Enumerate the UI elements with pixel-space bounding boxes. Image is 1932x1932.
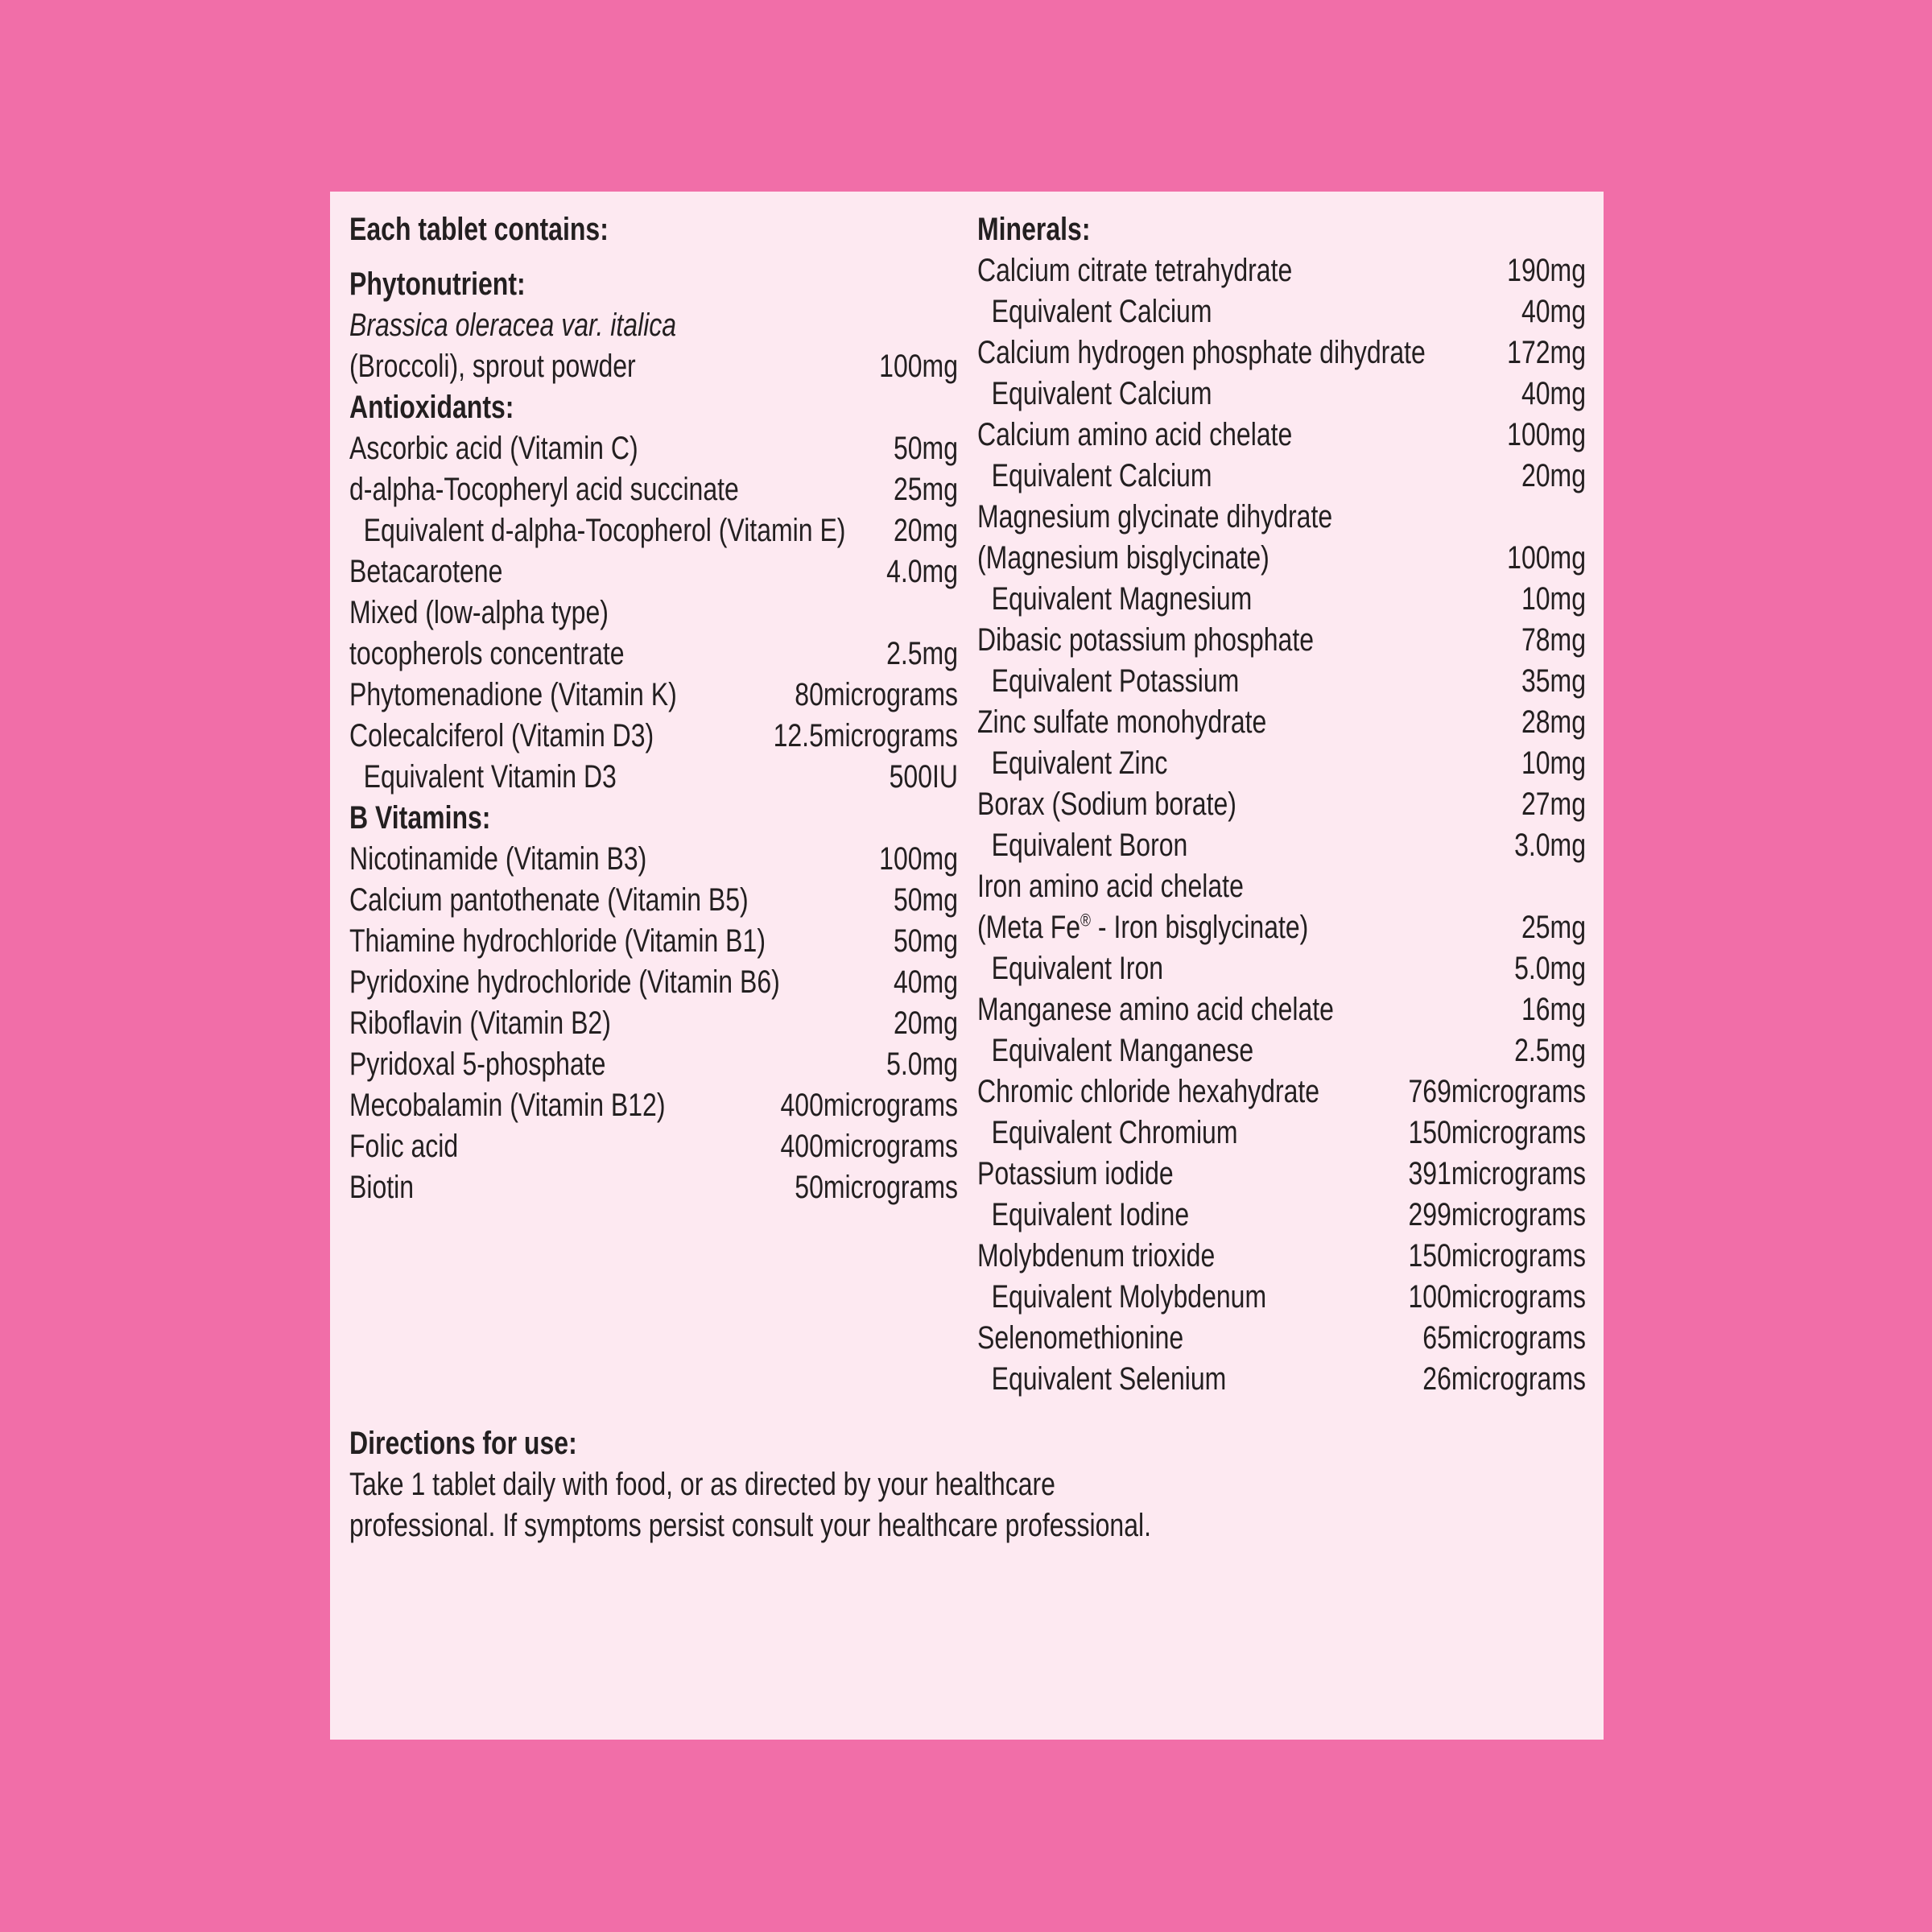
antioxidants-heading: Antioxidants: <box>349 390 514 425</box>
ingredient-row <box>349 839 958 880</box>
ingredient-row <box>349 716 958 757</box>
ingredient-amount: 78mg <box>1521 622 1586 658</box>
ingredient-name: Pyridoxine hydrochloride (Vitamin B6) <box>349 964 780 1000</box>
ingredient-row <box>977 1195 1586 1236</box>
directions-heading: Directions for use: <box>349 1426 577 1461</box>
ingredient-amount: 20mg <box>893 513 958 548</box>
ingredient-amount: 100mg <box>879 841 958 877</box>
ingredient-amount: 5.0mg <box>1514 951 1586 986</box>
ingredient-row <box>977 456 1586 497</box>
ingredient-amount: 50mg <box>893 923 958 959</box>
ingredient-name: Equivalent Magnesium <box>991 581 1253 617</box>
ingredient-name: Equivalent Iodine <box>991 1197 1190 1232</box>
ingredient-row <box>977 538 1586 579</box>
ingredient-name: Brassica oleracea var. italica <box>349 308 677 343</box>
ingredient-row <box>977 415 1586 456</box>
ingredient-amount: 40mg <box>1521 294 1586 329</box>
minerals-heading: Minerals: <box>977 212 1091 247</box>
ingredient-amount: 100mg <box>879 349 958 384</box>
ingredient-amount: 10mg <box>1521 745 1586 781</box>
ingredient-row <box>977 374 1586 415</box>
ingredient-name: Calcium amino acid chelate <box>977 417 1293 452</box>
ingredient-row <box>977 1277 1586 1318</box>
ingredient-amount: 26micrograms <box>1422 1361 1586 1397</box>
ingredient-name: d-alpha-Tocopheryl acid succinate <box>349 472 739 507</box>
ingredient-amount: 50mg <box>893 431 958 466</box>
ingredient-row <box>977 579 1586 620</box>
ingredient-name: Phytomenadione (Vitamin K) <box>349 677 677 712</box>
ingredient-row <box>349 1003 958 1044</box>
ingredient-amount: 50mg <box>893 882 958 918</box>
ingredient-row <box>977 1113 1586 1154</box>
ingredient-name: Equivalent Zinc <box>991 745 1168 781</box>
ingredient-row <box>349 757 958 798</box>
ingredient-amount: 27mg <box>1521 786 1586 822</box>
ingredient-amount: 500IU <box>889 759 958 795</box>
ingredient-name: Equivalent Potassium <box>991 663 1240 699</box>
ingredient-name: Borax (Sodium borate) <box>977 786 1236 822</box>
ingredient-row <box>977 702 1586 743</box>
ingredient-name-part: - Iron bisglycinate) <box>1091 910 1309 945</box>
phytonutrient-species <box>349 305 958 346</box>
ingredient-row <box>977 948 1586 989</box>
ingredient-row <box>977 620 1586 661</box>
ingredient-amount: 190mg <box>1507 253 1586 288</box>
b-vitamins-heading: B Vitamins: <box>349 800 491 836</box>
ingredient-name: Mixed (low-alpha type) <box>349 595 609 630</box>
ingredient-name: Zinc sulfate monohydrate <box>977 704 1267 740</box>
ingredient-amount: 769micrograms <box>1408 1074 1586 1109</box>
ingredient-name: Equivalent Calcium <box>991 294 1212 329</box>
contents-title: Each tablet contains: <box>349 212 609 247</box>
ingredient-name: Equivalent d-alpha-Tocopherol (Vitamin E) <box>363 513 846 548</box>
ingredient-amount: 5.0mg <box>886 1046 958 1082</box>
ingredient-amount: 35mg <box>1521 663 1586 699</box>
ingredient-amount: 10mg <box>1521 581 1586 617</box>
ingredient-name: Biotin <box>349 1170 415 1205</box>
ingredient-row <box>977 907 1586 948</box>
b-vitamins-list <box>349 839 958 1208</box>
ingredient-amount: 100micrograms <box>1408 1279 1586 1315</box>
ingredient-amount: 150micrograms <box>1408 1115 1586 1150</box>
ingredient-amount: 40mg <box>1521 376 1586 411</box>
ingredient-row <box>977 743 1586 784</box>
ingredient-amount: 391micrograms <box>1408 1156 1586 1191</box>
ingredient-row <box>977 1154 1586 1195</box>
ingredient-row <box>977 784 1586 825</box>
ingredient-amount: 12.5micrograms <box>773 718 958 753</box>
ingredient-amount: 40mg <box>893 964 958 1000</box>
ingredient-name: Equivalent Vitamin D3 <box>363 759 617 795</box>
ingredient-row <box>349 921 958 962</box>
ingredient-name: Ascorbic acid (Vitamin C) <box>349 431 638 466</box>
ingredient-row <box>349 634 958 675</box>
ingredient-name <box>977 907 1308 948</box>
antioxidants-list <box>349 428 958 798</box>
ingredients-panel <box>330 192 1604 1740</box>
ingredient-name: Folic acid <box>349 1129 459 1164</box>
ingredient-name: Calcium citrate tetrahydrate <box>977 253 1293 288</box>
directions-text-line: Take 1 tablet daily with food, or as directed by your healthcare <box>349 1467 1055 1502</box>
ingredient-amount: 20mg <box>893 1005 958 1041</box>
ingredient-amount: 28mg <box>1521 704 1586 740</box>
ingredient-amount: 16mg <box>1521 992 1586 1027</box>
ingredient-row <box>977 291 1586 332</box>
ingredient-row <box>977 332 1586 374</box>
phytonutrient-heading: Phytonutrient: <box>349 266 526 302</box>
ingredient-row <box>349 510 958 551</box>
ingredient-row <box>977 1359 1586 1400</box>
ingredient-name: Betacarotene <box>349 554 503 589</box>
ingredient-name: Calcium pantothenate (Vitamin B5) <box>349 882 749 918</box>
ingredient-amount: 150micrograms <box>1408 1238 1586 1274</box>
ingredient-row <box>349 551 958 592</box>
ingredient-name: Calcium hydrogen phosphate dihydrate <box>977 335 1426 370</box>
ingredient-name: Pyridoxal 5-phosphate <box>349 1046 606 1082</box>
ingredient-row <box>349 346 958 387</box>
ingredient-amount: 25mg <box>1521 910 1586 945</box>
ingredient-amount: 2.5mg <box>886 636 958 671</box>
left-column <box>349 209 958 1208</box>
ingredient-name: Potassium iodide <box>977 1156 1174 1191</box>
ingredient-name: Equivalent Molybdenum <box>991 1279 1267 1315</box>
ingredient-name: Equivalent Chromium <box>991 1115 1238 1150</box>
ingredient-row <box>349 880 958 921</box>
ingredient-row <box>349 1085 958 1126</box>
ingredient-amount: 4.0mg <box>886 554 958 589</box>
ingredient-row <box>349 428 958 469</box>
ingredient-row <box>977 661 1586 702</box>
ingredient-name: Nicotinamide (Vitamin B3) <box>349 841 647 877</box>
minerals-list <box>977 250 1586 1400</box>
ingredient-row <box>977 497 1586 538</box>
ingredient-name: (Broccoli), sprout powder <box>349 349 636 384</box>
ingredient-row <box>349 592 958 634</box>
ingredient-name: (Magnesium bisglycinate) <box>977 540 1269 576</box>
ingredient-amount: 3.0mg <box>1514 828 1586 863</box>
ingredient-name: Equivalent Selenium <box>991 1361 1227 1397</box>
ingredient-row <box>977 825 1586 866</box>
ingredient-name: Magnesium glycinate dihydrate <box>977 499 1333 535</box>
ingredient-row <box>349 962 958 1003</box>
ingredient-amount: 25mg <box>893 472 958 507</box>
ingredient-amount: 100mg <box>1507 417 1586 452</box>
ingredient-name: Dibasic potassium phosphate <box>977 622 1315 658</box>
ingredient-name: tocopherols concentrate <box>349 636 625 671</box>
ingredient-name: Equivalent Iron <box>991 951 1164 986</box>
right-column <box>977 209 1586 1400</box>
ingredient-row <box>349 1167 958 1208</box>
ingredient-row <box>977 1030 1586 1071</box>
ingredient-row <box>977 866 1586 907</box>
ingredient-amount: 50micrograms <box>795 1170 958 1205</box>
ingredient-name: Molybdenum trioxide <box>977 1238 1216 1274</box>
ingredient-row <box>977 1071 1586 1113</box>
ingredient-name: Iron amino acid chelate <box>977 869 1244 904</box>
ingredient-row <box>349 1044 958 1085</box>
ingredient-name: Thiamine hydrochloride (Vitamin B1) <box>349 923 766 959</box>
ingredient-amount: 400micrograms <box>780 1129 958 1164</box>
ingredient-amount: 20mg <box>1521 458 1586 493</box>
ingredient-amount: 299micrograms <box>1408 1197 1586 1232</box>
ingredient-row <box>977 250 1586 291</box>
ingredient-name: Equivalent Calcium <box>991 458 1212 493</box>
ingredient-amount: 2.5mg <box>1514 1033 1586 1068</box>
directions-text-line: professional. If symptoms persist consult your healthcare professional. <box>349 1508 1152 1543</box>
registered-mark: ® <box>1080 910 1092 931</box>
ingredient-amount: 65micrograms <box>1422 1320 1586 1356</box>
ingredient-name: Mecobalamin (Vitamin B12) <box>349 1088 666 1123</box>
ingredient-row <box>977 1318 1586 1359</box>
ingredient-amount: 100mg <box>1507 540 1586 576</box>
ingredient-name: Chromic chloride hexahydrate <box>977 1074 1320 1109</box>
ingredient-row <box>349 1126 958 1167</box>
directions-section <box>349 1423 1251 1546</box>
ingredient-name: Manganese amino acid chelate <box>977 992 1334 1027</box>
ingredient-row <box>977 989 1586 1030</box>
ingredient-row <box>977 1236 1586 1277</box>
ingredient-amount: 80micrograms <box>795 677 958 712</box>
ingredient-name: Equivalent Manganese <box>991 1033 1254 1068</box>
ingredient-amount: 172mg <box>1507 335 1586 370</box>
ingredient-name: Equivalent Boron <box>991 828 1188 863</box>
ingredient-name: Riboflavin (Vitamin B2) <box>349 1005 611 1041</box>
ingredient-name: Selenomethionine <box>977 1320 1184 1356</box>
ingredient-name: Colecalciferol (Vitamin D3) <box>349 718 654 753</box>
ingredient-row <box>349 469 958 510</box>
ingredient-name: Equivalent Calcium <box>991 376 1212 411</box>
ingredient-name-part: (Meta Fe <box>977 910 1081 945</box>
ingredient-amount: 400micrograms <box>780 1088 958 1123</box>
ingredient-row <box>349 675 958 716</box>
